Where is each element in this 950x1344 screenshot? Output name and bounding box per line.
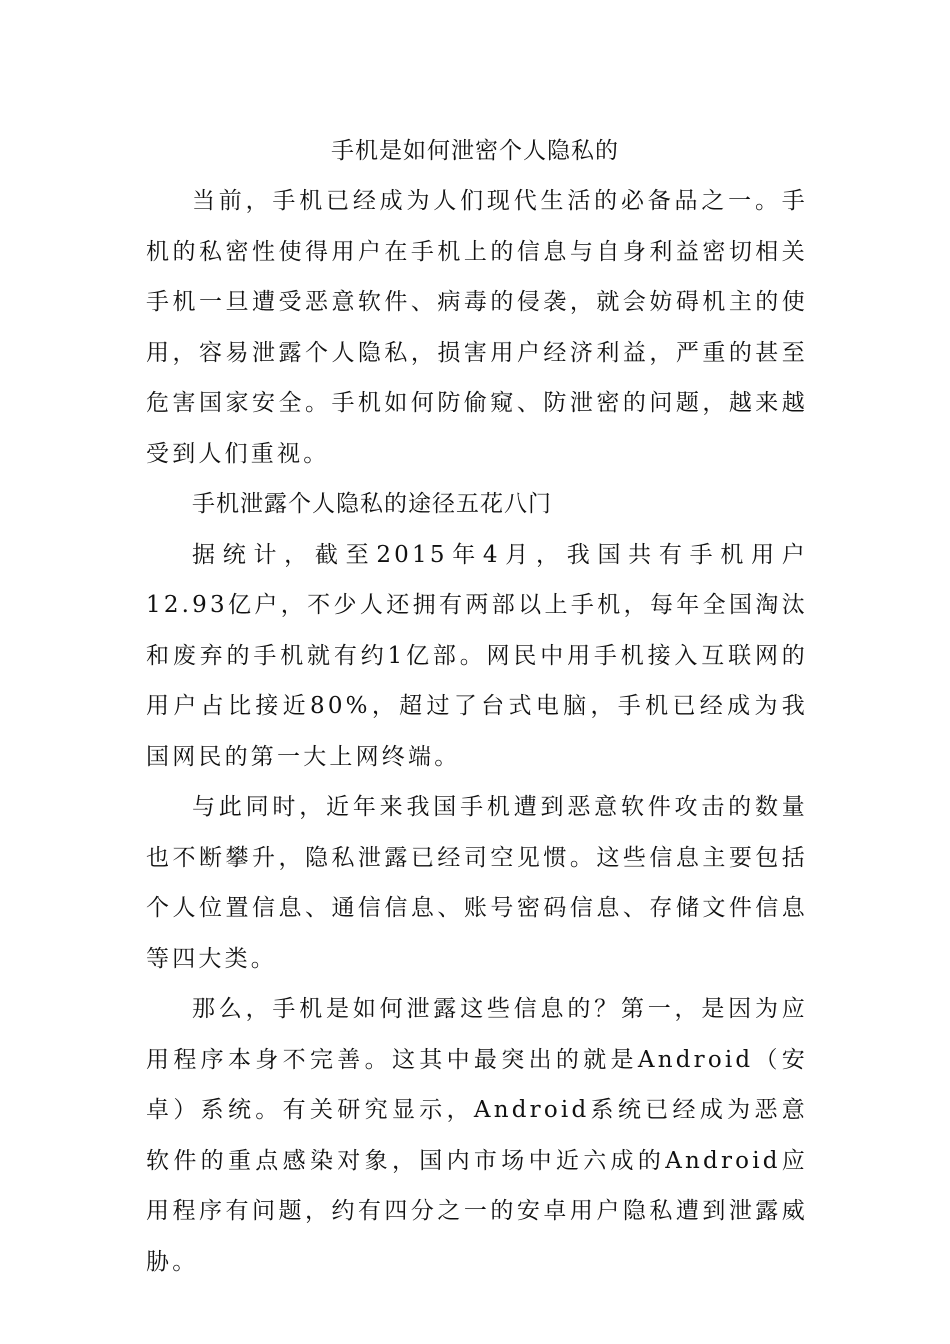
document-body: [146, 176, 808, 1287]
document-title: 手机是如何泄密个人隐私的: [331, 138, 619, 164]
section-heading: 手机泄露个人隐私的途径五花八门: [192, 491, 552, 517]
paragraph-intro: 当前，手机已经成为人们现代生活的必备品之一。手机的私密性使得用户在手机上的信息与自身利益密切相关手机一旦遭受恶意软件、病毒的侵袭，就会妨碍机主的使用，容易泄露个人隐私，损害用户经济利益，严重的甚至危害国家安全。手机如何防偷窥、防泄密的问题，越来越受到人们重视。: [146, 188, 808, 467]
paragraph-malware: 与此同时，近年来我国手机遭到恶意软件攻击的数量也不断攀升，隐私泄露已经司空见惯。这些信息主要包括个人位置信息、通信信息、账号密码信息、存储文件信息等四大类。: [146, 794, 808, 972]
paragraph-statistics: 据统计，截至2015年4月，我国共有手机用户12.93亿户，不少人还拥有两部以上手机，每年全国淘汰和废弃的手机就有约1亿部。网民中用手机接入互联网的用户占比接近80%，超过了台式电脑，手机已经成为我国网民的第一大上网终端。: [146, 541, 808, 770]
paragraph-android: 那么，手机是如何泄露这些信息的？第一，是因为应用程序本身不完善。这其中最突出的就是Android（安卓）系统。有关研究显示，Android系统已经成为恶意软件的重点感染对象，国内市场中近六成的Android应用程序有问题，约有四分之一的安卓用户隐私遭到泄露威胁。: [146, 996, 808, 1275]
